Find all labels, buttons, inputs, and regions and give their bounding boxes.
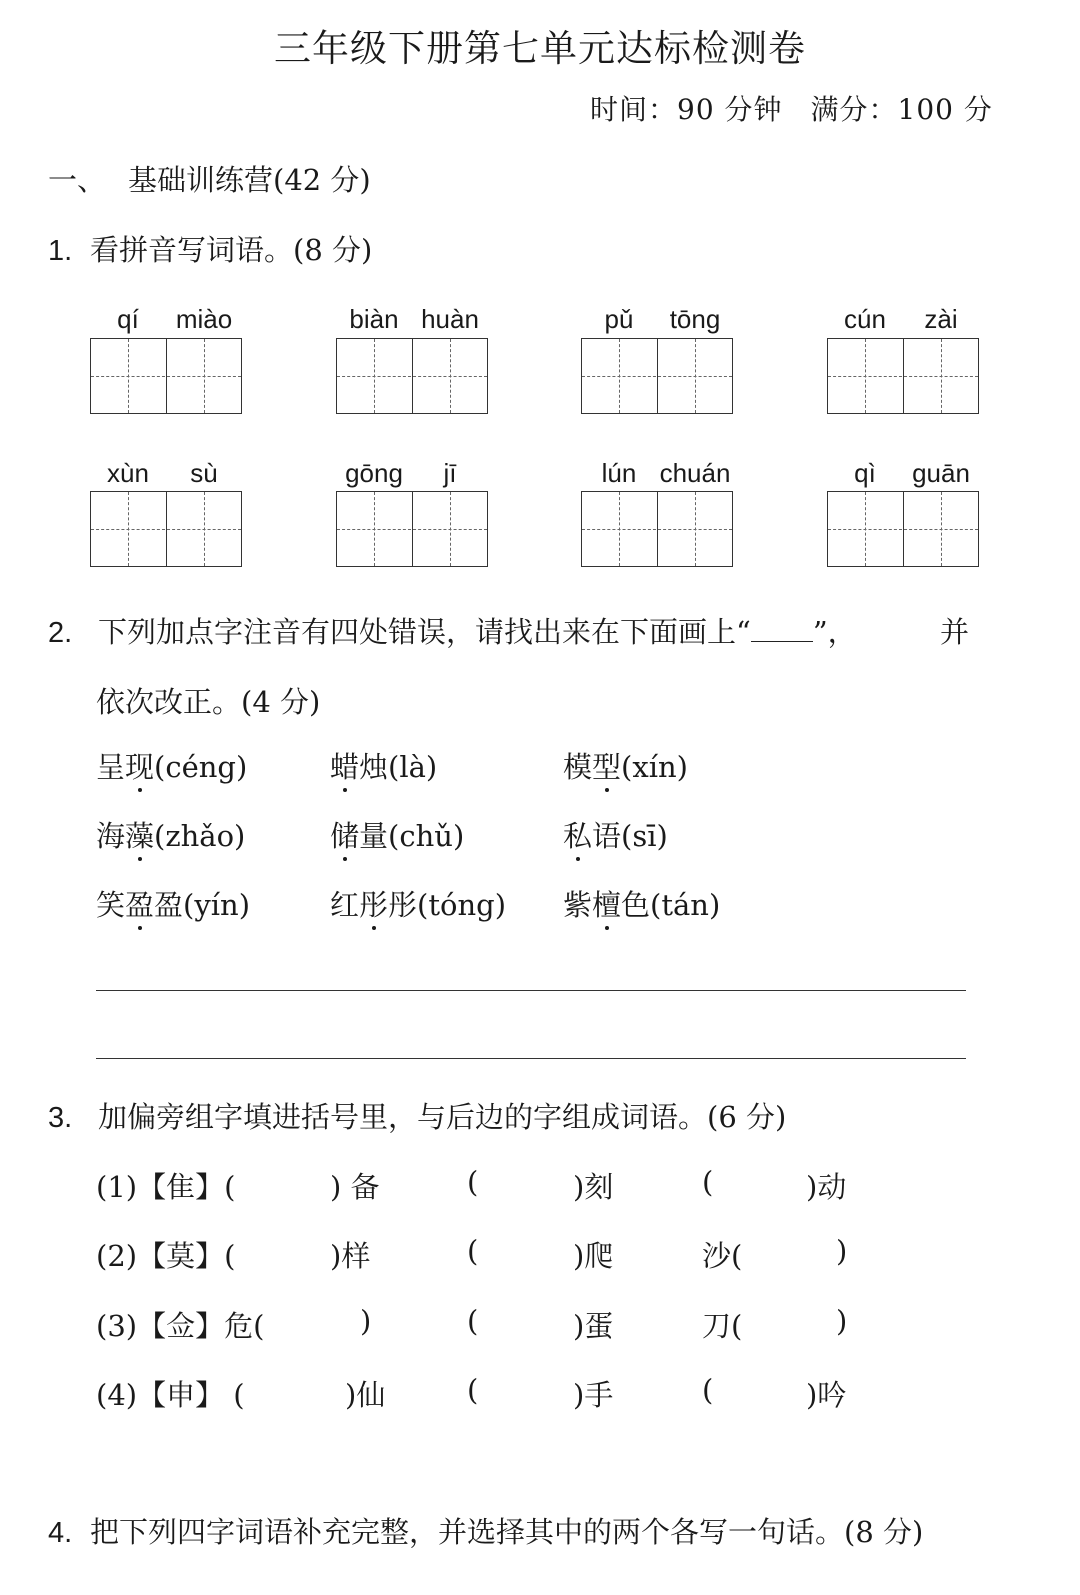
item-char: 模 (563, 750, 593, 784)
writing-box[interactable] (827, 338, 979, 414)
blank-bracket[interactable]: ( (467, 1373, 479, 1407)
item-pinyin: (céng) (154, 750, 248, 784)
blank-bracket[interactable]: ) (836, 1304, 848, 1338)
writing-box[interactable] (90, 338, 242, 414)
question-number: 3. (48, 1102, 73, 1134)
pinyin-item[interactable] (330, 814, 464, 855)
writing-box[interactable] (581, 491, 733, 567)
page-title: 三年级下册第七单元达标检测卷 (274, 27, 806, 70)
item-char: 量 (359, 819, 389, 853)
pinyin-label: sù (190, 458, 218, 488)
blank-bracket[interactable]: )吟 (806, 1378, 847, 1412)
writing-box[interactable] (336, 338, 488, 414)
item-pinyin: (tán) (650, 888, 721, 922)
blank-bracket[interactable]: 沙( (702, 1239, 743, 1273)
item-pinyin: (xín) (621, 750, 688, 784)
pinyin-label: jī (443, 458, 457, 488)
dotted-char: 檀 (592, 883, 621, 924)
section-title: 基础训练营(42 分) (128, 163, 371, 197)
dotted-char: 储 (330, 814, 359, 855)
question-text-tail: 并 (940, 615, 970, 649)
writing-box[interactable] (581, 338, 733, 414)
question-text-line2: 依次改正。(4 分) (96, 685, 321, 719)
radical-label: (2)【莫】( (96, 1239, 236, 1273)
radical-label: (1)【隹】( (96, 1170, 236, 1204)
pinyin-label: qì (854, 458, 876, 488)
item-char: 紫 (563, 888, 593, 922)
item-pinyin: (tóng) (417, 888, 507, 922)
dotted-char: 盈 (125, 883, 154, 924)
blank-bracket[interactable]: )仙 (345, 1378, 386, 1412)
question-text: 看拼音写词语。(8 分) (90, 233, 373, 267)
pinyin-item[interactable] (563, 745, 688, 786)
item-char: 盈 (154, 888, 184, 922)
pinyin-label: gōng (345, 458, 403, 488)
pinyin-label: zài (924, 304, 958, 334)
pinyin-label: huàn (421, 304, 479, 334)
time-limit: 时间：90 分钟 (590, 93, 783, 126)
blank-bracket[interactable]: )手 (573, 1378, 614, 1412)
item-char: 笑 (96, 888, 126, 922)
question-text-quote-close: ”， (812, 615, 857, 649)
pinyin-item[interactable] (563, 814, 668, 855)
item-char: 海 (96, 819, 126, 853)
item-char: 语 (592, 819, 622, 853)
question-number: 2. (48, 617, 73, 649)
pinyin-label: tōng (669, 304, 721, 334)
item-char: 色 (621, 888, 651, 922)
question-4 (48, 1510, 923, 1551)
question-3 (48, 1095, 786, 1136)
blank-bracket[interactable]: ) (836, 1234, 848, 1268)
item-char: 彤 (388, 888, 418, 922)
question-text: 把下列四字词语补充完整，并选择其中的两个各写一句话。(8 分) (90, 1515, 924, 1549)
blank-bracket[interactable]: ( (467, 1165, 479, 1199)
blank-bracket[interactable]: )爬 (573, 1239, 614, 1273)
item-pinyin: (sī) (621, 819, 668, 853)
dotted-char: 藻 (125, 814, 154, 855)
question-number: 1. (48, 235, 73, 267)
question-text: 加偏旁组字填进括号里，与后边的字组成词语。(6 分) (98, 1100, 787, 1134)
question-number: 4. (48, 1517, 73, 1549)
item-pinyin: (yín) (183, 888, 251, 922)
pinyin-item[interactable] (330, 745, 437, 786)
question-1 (48, 228, 372, 269)
answer-line[interactable] (96, 1058, 966, 1059)
blank-bracket[interactable]: )蛋 (573, 1309, 614, 1343)
pinyin-item[interactable] (330, 883, 506, 924)
exam-meta (590, 88, 993, 128)
blank-bracket[interactable]: )刻 (573, 1170, 614, 1204)
writing-box[interactable] (90, 491, 242, 567)
pinyin-item[interactable] (563, 883, 720, 924)
blank-bracket[interactable]: ) (360, 1304, 372, 1338)
blank-bracket[interactable]: ( (467, 1234, 479, 1268)
radical-label: (3)【佥】危( (96, 1309, 265, 1343)
pinyin-item[interactable] (96, 745, 247, 786)
dotted-char: 彤 (359, 883, 388, 924)
blank-bracket[interactable]: )样 (330, 1239, 371, 1273)
pinyin-item[interactable] (96, 883, 250, 924)
item-char: 呈 (96, 750, 126, 784)
blank-bracket[interactable]: ( (702, 1165, 714, 1199)
dotted-char: 型 (592, 745, 621, 786)
dotted-char: 现 (125, 745, 154, 786)
pinyin-label: biàn (349, 304, 399, 334)
answer-line[interactable] (96, 990, 966, 991)
item-pinyin: (chǔ) (388, 819, 465, 853)
pinyin-label: guān (912, 458, 970, 488)
pinyin-label: miào (175, 304, 233, 334)
pinyin-label: pǔ (604, 304, 634, 334)
writing-box[interactable] (336, 491, 488, 567)
item-char: 红 (330, 888, 360, 922)
blank-bracket[interactable]: ) 备 (330, 1170, 380, 1204)
pinyin-item[interactable] (96, 814, 245, 855)
writing-box[interactable] (827, 491, 979, 567)
full-score: 满分：100 分 (810, 93, 993, 126)
pinyin-label: xùn (107, 458, 149, 488)
underline-sample (751, 615, 813, 642)
item-pinyin: (là) (388, 750, 438, 784)
section-number: 一、 (48, 163, 107, 197)
question-2 (48, 610, 857, 651)
pinyin-label: lún (601, 458, 637, 488)
blank-bracket[interactable]: )动 (806, 1170, 847, 1204)
dotted-char: 私 (563, 814, 592, 855)
dotted-char: 蜡 (330, 745, 359, 786)
blank-bracket[interactable]: ( (702, 1373, 714, 1407)
section-heading (48, 158, 371, 199)
blank-bracket[interactable]: ( (467, 1304, 479, 1338)
pinyin-label: cún (844, 304, 886, 334)
pinyin-label: qí (117, 304, 139, 334)
radical-label: (4)【申】 ( (96, 1378, 245, 1412)
item-pinyin: (zhǎo) (154, 819, 246, 853)
question-text: 下列加点字注音有四处错误，请找出来在下面画上“ (98, 615, 751, 649)
pinyin-label: chuán (659, 458, 731, 488)
blank-bracket[interactable]: 刀( (702, 1309, 743, 1343)
item-char: 烛 (359, 750, 389, 784)
